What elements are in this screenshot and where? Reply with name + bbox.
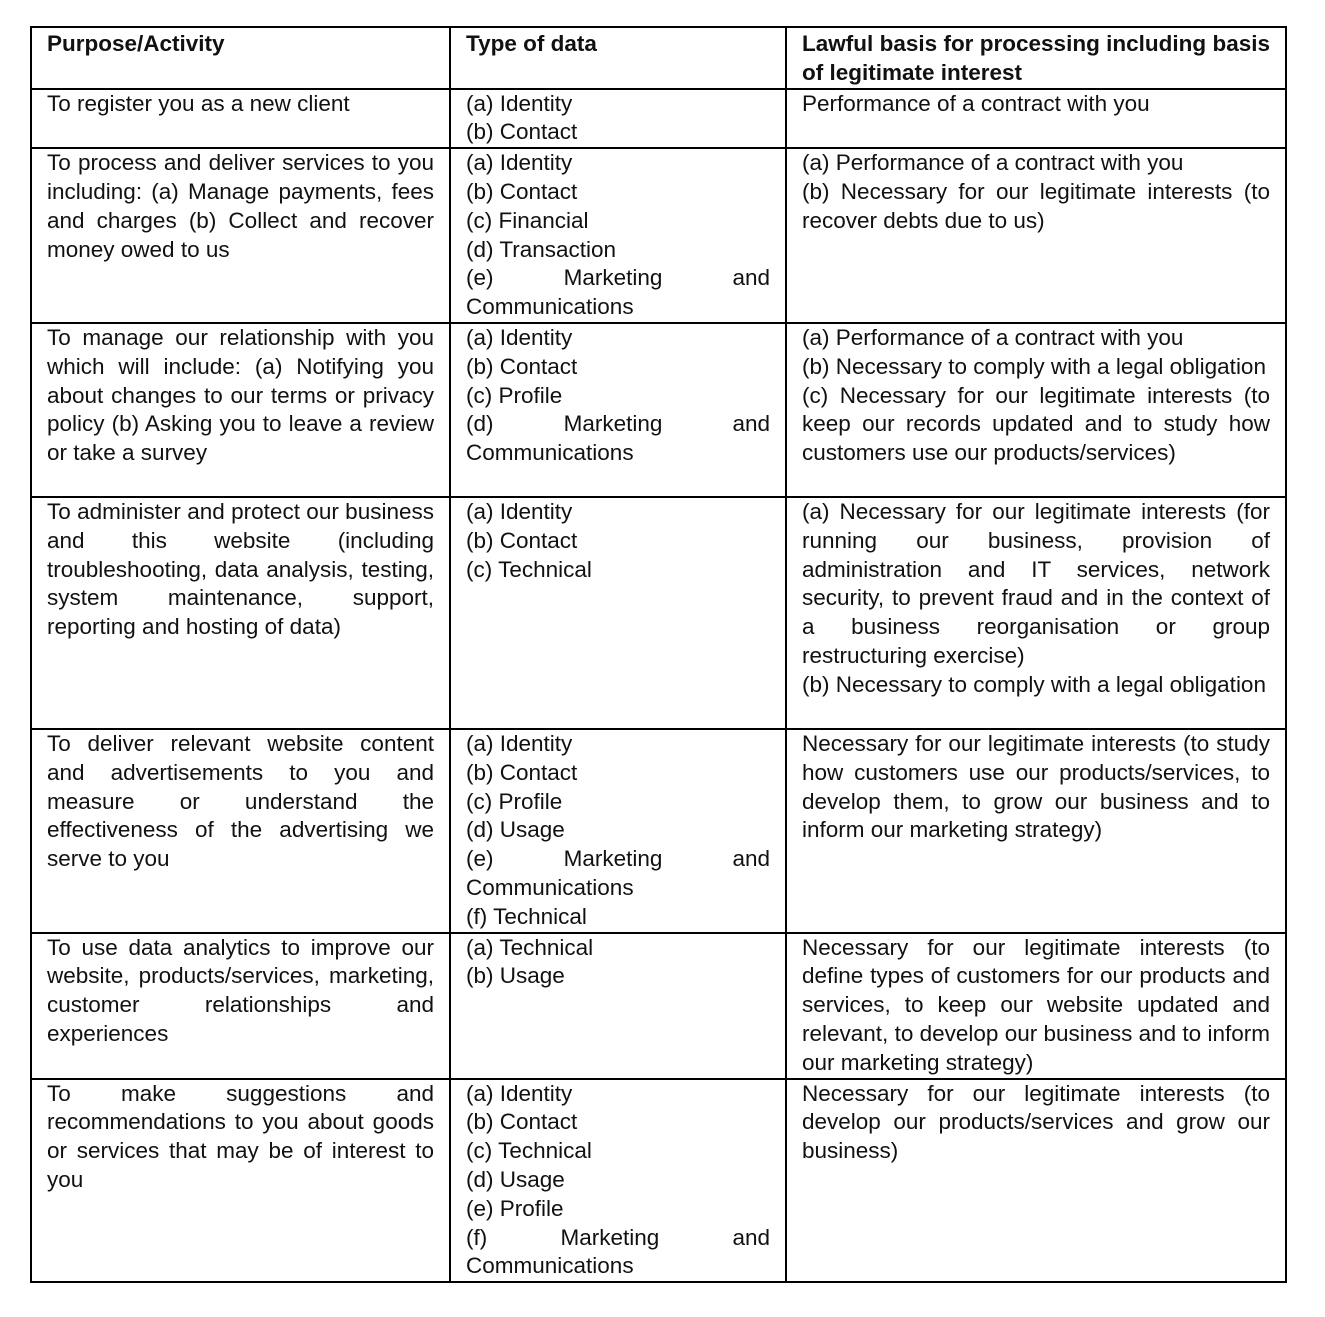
lawful-item: Necessary for our legitimate interests (to develop our products/services and grow our business) [802, 1080, 1270, 1164]
type-cell [450, 148, 786, 323]
type-item: (d) Transaction [466, 236, 617, 262]
lawful-cell [786, 729, 1286, 933]
type-cell [450, 1079, 786, 1283]
table-row [31, 148, 1286, 323]
purpose-cell: To manage our relationship with you which will include: (a) Notifying you about changes to our terms or privacy policy (b) Asking you to leave a review or take a survey [31, 323, 450, 497]
header-type: Type of data [450, 27, 786, 89]
lawful-item: (c) Necessary for our legitimate interests (to keep our records updated and to study how customers use our products/services) [802, 382, 1270, 466]
table-row [31, 933, 1286, 1079]
type-item: (e) Profile [466, 1195, 564, 1221]
type-item: (a) Identity [466, 90, 573, 116]
header-lawful-basis: Lawful basis for processing including basis of legitimate interest [786, 27, 1286, 89]
type-item: (b) Contact [466, 759, 578, 785]
type-item: (a) Identity [466, 730, 573, 756]
table-row [31, 1079, 1286, 1283]
type-item: (a) Identity [466, 1080, 573, 1106]
type-item: (c) Financial [466, 207, 589, 233]
lawful-cell [786, 323, 1286, 497]
type-item: (e) Marketing and Communications [466, 265, 770, 320]
purpose-cell: To deliver relevant website content and advertisements to you and measure or understand the effectiveness of the advertising we serve to you [31, 729, 450, 933]
type-item: (d) Marketing and Communications [466, 411, 770, 466]
type-cell [450, 933, 786, 1079]
purpose-cell: To register you as a new client [31, 89, 450, 149]
lawful-cell [786, 933, 1286, 1079]
table-row [31, 323, 1286, 497]
lawful-item: (a) Performance of a contract with you [802, 324, 1184, 350]
type-item: (b) Contact [466, 178, 578, 204]
lawful-item: (b) Necessary for our legitimate interests (to recover debts due to us) [802, 178, 1270, 233]
type-cell [450, 323, 786, 497]
lawful-item: (b) Necessary to comply with a legal obligation [802, 353, 1266, 379]
type-item: (c) Profile [466, 382, 563, 408]
table-header-row [31, 27, 1286, 89]
header-purpose: Purpose/Activity [31, 27, 450, 89]
table-row [31, 497, 1286, 729]
lawful-cell [786, 148, 1286, 323]
type-item: (d) Usage [466, 1166, 565, 1192]
table-row [31, 89, 1286, 149]
type-item: (d) Usage [466, 817, 565, 843]
type-item: (b) Contact [466, 119, 578, 145]
type-item: (b) Contact [466, 1109, 578, 1135]
lawful-cell [786, 89, 1286, 149]
type-cell [450, 729, 786, 933]
lawful-item: (b) Necessary to comply with a legal obligation [802, 671, 1266, 697]
lawful-item: Necessary for our legitimate interests (to define types of customers for our products and services, to keep our website updated and relevant, to develop our business and to inform our marketing strategy) [802, 934, 1270, 1075]
type-cell [450, 89, 786, 149]
type-item: (c) Technical [466, 556, 592, 582]
table-row [31, 729, 1286, 933]
type-cell [450, 497, 786, 729]
type-item: (f) Marketing and Communications [466, 1224, 770, 1279]
purpose-cell: To use data analytics to improve our website, products/services, marketing, customer relationships and experiences [31, 933, 450, 1079]
lawful-item: (a) Necessary for our legitimate interests (for running our business, provision of administration and IT services, network security, to prevent fraud and in the context of a business reorganisation or group restructuring exercise) [802, 498, 1270, 668]
lawful-item: Performance of a contract with you [802, 90, 1150, 116]
type-item: (a) Identity [466, 150, 573, 176]
type-item: (e) Marketing and Communications [466, 846, 770, 900]
purpose-cell: To make suggestions and recommendations to you about goods or services that may be of interest to you [31, 1079, 450, 1283]
lawful-item: Necessary for our legitimate interests (to study how customers use our products/services, to develop them, to grow our business and to inform our marketing strategy) [802, 730, 1270, 843]
type-item: (b) Usage [466, 963, 565, 989]
lawful-cell [786, 1079, 1286, 1283]
purpose-cell: To process and deliver services to you including: (a) Manage payments, fees and charges (b) Collect and recover money owed to us [31, 148, 450, 323]
type-item: (a) Technical [466, 934, 594, 960]
type-item: (b) Contact [466, 353, 578, 379]
type-item: (c) Profile [466, 788, 563, 814]
type-item: (b) Contact [466, 527, 578, 553]
lawful-cell [786, 497, 1286, 729]
type-item: (c) Technical [466, 1138, 592, 1164]
lawful-item: (a) Performance of a contract with you [802, 150, 1184, 176]
type-item: (a) Identity [466, 498, 573, 524]
lawful-basis-table [30, 26, 1287, 1283]
purpose-cell: To administer and protect our business and this website (including troubleshooting, data analysis, testing, system maintenance, support, reporting and hosting of data) [31, 497, 450, 729]
type-item: (a) Identity [466, 324, 573, 350]
type-item: (f) Technical [466, 903, 587, 929]
